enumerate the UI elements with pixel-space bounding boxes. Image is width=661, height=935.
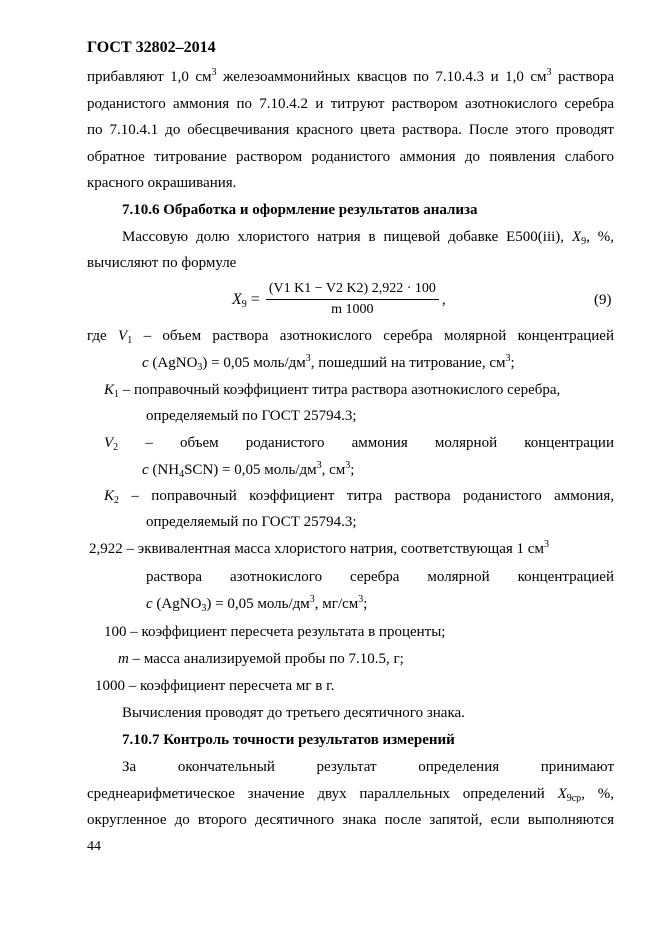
paragraph-line: по 7.10.4.1 до обесцвечивания красного цвета раствора. После этого проводят — [87, 122, 614, 138]
formula-numerator: (V1 K1 − V2 K2) 2,922 · 100 — [266, 280, 439, 300]
definition-m: m – масса анализируемой пробы по 7.10.5, г; — [118, 651, 404, 667]
definition-k1: $K_1$ – поправочный коэффициент титра раствора азотнокислого серебра, — [104, 382, 561, 400]
paragraph-line: За окончательный результат определения принимают — [122, 759, 614, 775]
definition-k1-cont: определяемый по ГОСТ 25794.3; — [146, 408, 357, 424]
paragraph-line: красного окрашивания. — [87, 175, 237, 191]
formula-denominator: m 1000 — [331, 302, 374, 317]
section-heading: 7.10.7 Контроль точности результатов измерений — [122, 732, 455, 748]
paragraph-line: роданистого аммония по 7.10.4.2 и титруют раствором азотнокислого серебра — [87, 96, 614, 112]
definition-1000: 1000 – коэффициент пересчета мг в г. — [95, 678, 335, 694]
definition-100: 100 – коэффициент пересчета результата в проценты; — [104, 624, 446, 640]
paragraph-line: среднеарифметическое значение двух параллельных определений $X_{9ср}$, %, — [87, 786, 614, 803]
definition-k2: $K_2$ – поправочный коэффициент титра раствора роданистого аммония, — [104, 488, 614, 505]
paragraph-line: Вычисления проводят до третьего десятичного знака. — [122, 705, 465, 721]
definition-v1: где $V_1$ – объем раствора азотнокислого серебра молярной концентрацией — [87, 328, 614, 345]
definition-k2-cont: определяемый по ГОСТ 25794.3; — [146, 514, 357, 530]
paragraph-line: вычисляют по формуле — [87, 255, 237, 271]
definition-v1-cont: c (AgNO$_3$) = 0,05 моль/$дм^3$, пошедший на титрование, $см^3$; — [142, 353, 515, 373]
section-heading: 7.10.6 Обработка и оформление результатов анализа — [122, 202, 478, 218]
formula-lhs: $X_9$ = — [232, 290, 260, 310]
definition-2922: 2,922 – эквивалентная масса хлористого натрия, соответствующая 1 $см^3$ — [89, 539, 549, 557]
definition-2922-cont: раствора азотнокислого серебра молярной концентрацией — [146, 569, 614, 585]
formula-comma: , — [441, 291, 446, 308]
formula — [232, 280, 446, 319]
paragraph-line: Массовую долю хлористого натрия в пищевой добавке Е500(iii), $X_9$, %, — [122, 229, 614, 246]
paragraph-line: обратное титрование раствором роданистого аммония до появления слабого — [87, 149, 614, 165]
formula-fraction — [266, 280, 439, 319]
definition-v2: $V_2$ – объем роданистого аммония молярной концентрации — [104, 435, 614, 452]
definition-v2-cont: c $(NH_4SCN) = 0,05$ моль/$дм^3$, $см^3$; — [142, 460, 355, 480]
document-header: ГОСТ 32802–2014 — [87, 39, 216, 56]
definition-2922-cont: c (AgNO$_3$) = 0,05 моль/$дм^3$, $мг/см^3$; — [146, 594, 368, 614]
page-number: 44 — [87, 839, 101, 854]
paragraph-line: прибавляют 1,0 $см^3$ железоаммонийных квасцов по 7.10.4.3 и 1,0 $см^3$ раствора — [87, 68, 614, 85]
paragraph-line: округленное до второго десятичного знака после запятой, если выполняются — [87, 812, 614, 828]
formula-number: (9) — [594, 292, 612, 308]
